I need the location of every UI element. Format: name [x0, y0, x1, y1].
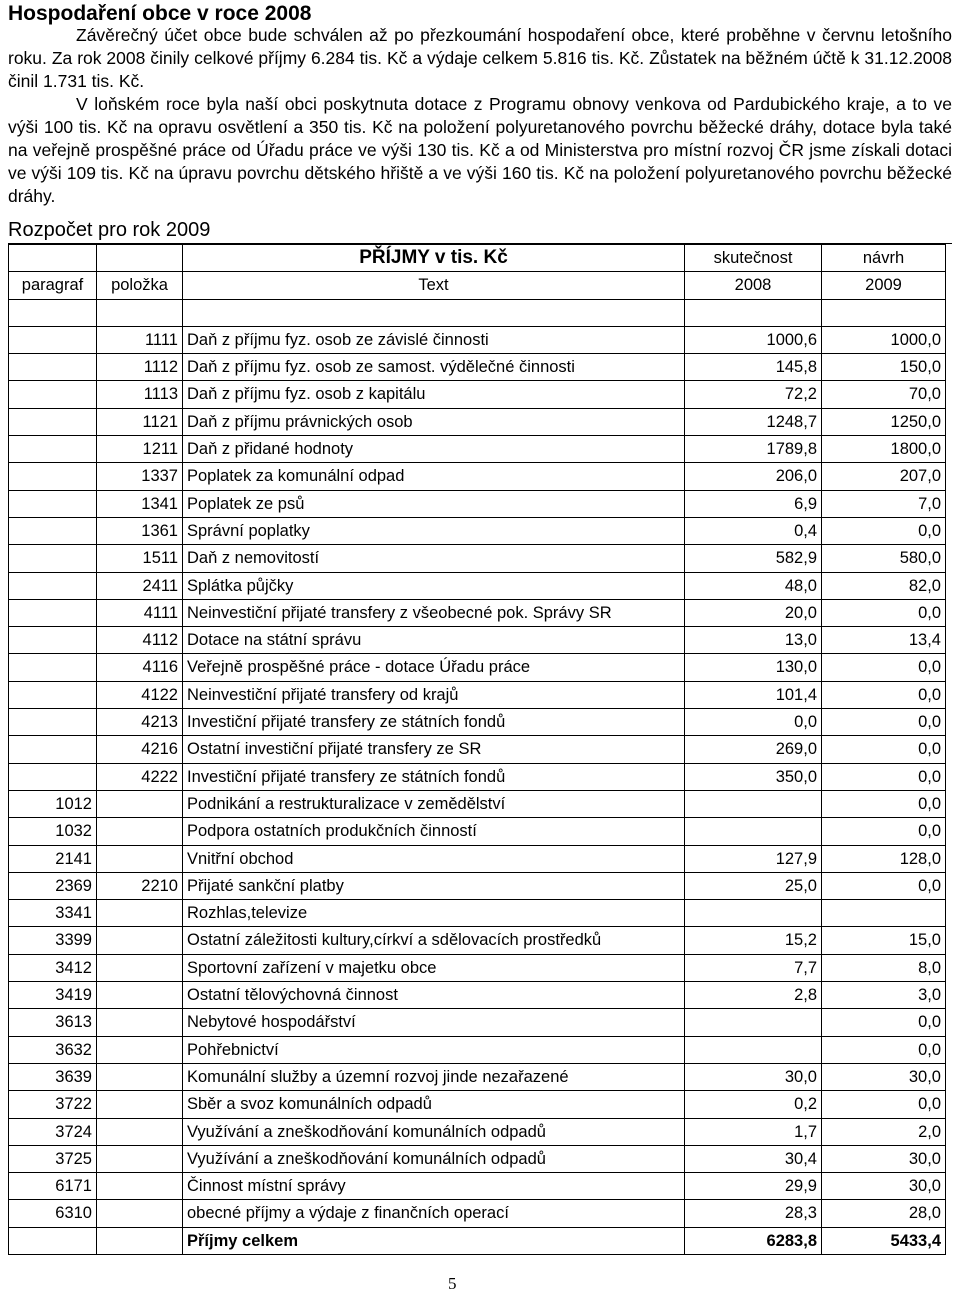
cell-polozka	[97, 1036, 183, 1063]
cell-paragraf: 3613	[9, 1009, 97, 1036]
cell-text: Investiční přijaté transfery ze státních fondů	[183, 709, 685, 736]
cell-polozka: 1121	[97, 408, 183, 435]
cell-skutecnost: 28,3	[685, 1200, 822, 1227]
cell-polozka	[97, 1145, 183, 1172]
table-row	[9, 872, 946, 899]
cell-skutecnost: 582,9	[685, 545, 822, 572]
header-year-2008: 2008	[685, 272, 822, 299]
table-row	[9, 545, 946, 572]
table-header-row-2	[9, 272, 946, 299]
cell-polozka	[97, 845, 183, 872]
cell-polozka	[97, 818, 183, 845]
cell-paragraf	[9, 599, 97, 626]
cell-skutecnost: 1789,8	[685, 436, 822, 463]
cell-paragraf	[9, 326, 97, 353]
cell-paragraf	[9, 408, 97, 435]
cell-polozka	[97, 900, 183, 927]
table-row	[9, 627, 946, 654]
cell-text: Sběr a svoz komunálních odpadů	[183, 1091, 685, 1118]
table-row	[9, 381, 946, 408]
cell-polozka: 4116	[97, 654, 183, 681]
cell-skutecnost: 130,0	[685, 654, 822, 681]
header-year-2009: 2009	[822, 272, 946, 299]
table-row	[9, 927, 946, 954]
total-navrh: 5433,4	[822, 1227, 946, 1254]
cell-paragraf: 3632	[9, 1036, 97, 1063]
header-empty-cell	[97, 245, 183, 272]
cell-paragraf	[9, 381, 97, 408]
cell-text: Veřejně prospěšné práce - dotace Úřadu práce	[183, 654, 685, 681]
total-skutecnost: 6283,8	[685, 1227, 822, 1254]
cell-navrh: 150,0	[822, 354, 946, 381]
cell-navrh: 30,0	[822, 1063, 946, 1090]
cell-text: Poplatek za komunální odpad	[183, 463, 685, 490]
cell-text: Ostatní investiční přijaté transfery ze SR	[183, 736, 685, 763]
header-text: Text	[183, 272, 685, 299]
cell-paragraf: 3724	[9, 1118, 97, 1145]
cell-skutecnost: 1248,7	[685, 408, 822, 435]
cell-polozka: 2210	[97, 872, 183, 899]
table-row	[9, 1200, 946, 1227]
table-row	[9, 681, 946, 708]
spacer-cell	[97, 299, 183, 326]
cell-skutecnost: 127,9	[685, 845, 822, 872]
cell-navrh: 0,0	[822, 790, 946, 817]
cell-text: Podnikání a restrukturalizace v zemědělství	[183, 790, 685, 817]
cell-text: Daň z příjmu fyz. osob z kapitálu	[183, 381, 685, 408]
table-row	[9, 572, 946, 599]
budget-table-body	[9, 245, 946, 1255]
cell-paragraf	[9, 572, 97, 599]
cell-polozka	[97, 790, 183, 817]
cell-skutecnost: 6,9	[685, 490, 822, 517]
cell-skutecnost: 72,2	[685, 381, 822, 408]
cell-skutecnost: 2,8	[685, 982, 822, 1009]
cell-paragraf: 3399	[9, 927, 97, 954]
cell-text: Podpora ostatních produkčních činností	[183, 818, 685, 845]
cell-polozka: 1111	[97, 326, 183, 353]
cell-polozka: 4122	[97, 681, 183, 708]
cell-text: Neinvestiční přijaté transfery z všeobecné pok. Správy SR	[183, 599, 685, 626]
table-row	[9, 1118, 946, 1145]
cell-text: Ostatní záležitosti kultury,církví a sdělovacích prostředků	[183, 927, 685, 954]
cell-text: Ostatní tělovýchovná činnost	[183, 982, 685, 1009]
header-empty-cell	[9, 245, 97, 272]
cell-navrh: 0,0	[822, 736, 946, 763]
cell-paragraf	[9, 709, 97, 736]
table-row	[9, 517, 946, 544]
table-row	[9, 1173, 946, 1200]
spacer-cell	[822, 299, 946, 326]
cell-skutecnost: 30,4	[685, 1145, 822, 1172]
cell-text: Daň z příjmu fyz. osob ze závislé činnosti	[183, 326, 685, 353]
cell-paragraf: 3722	[9, 1091, 97, 1118]
cell-text: Nebytové hospodářství	[183, 1009, 685, 1036]
cell-navrh	[822, 900, 946, 927]
table-row	[9, 436, 946, 463]
cell-polozka: 1341	[97, 490, 183, 517]
cell-navrh: 70,0	[822, 381, 946, 408]
paragraph-zaverecny-ucet: Závěrečný účet obce bude schválen až po přezkoumání hospodaření obce, které proběhne v červnu letošního roku. Za rok 2008 činily celkové příjmy 6.284 tis. Kč a výdaje celkem 5.816 tis. Kč. Zůstatek na běžném účtě k 31.12.2008 činil 1.731 tis. Kč.	[8, 25, 952, 91]
cell-skutecnost: 1,7	[685, 1118, 822, 1145]
cell-text: Sportovní zařízení v majetku obce	[183, 954, 685, 981]
cell-polozka: 4213	[97, 709, 183, 736]
cell-skutecnost: 0,4	[685, 517, 822, 544]
cell-paragraf	[9, 736, 97, 763]
table-header-row-1	[9, 245, 946, 272]
cell-paragraf	[9, 681, 97, 708]
cell-polozka	[97, 1091, 183, 1118]
cell-navrh: 128,0	[822, 845, 946, 872]
cell-polozka	[97, 927, 183, 954]
cell-paragraf	[9, 763, 97, 790]
cell-text: Činnost místní správy	[183, 1173, 685, 1200]
cell-polozka	[97, 1200, 183, 1227]
cell-text: Komunální služby a územní rozvoj jinde nezařazené	[183, 1063, 685, 1090]
cell-paragraf: 1032	[9, 818, 97, 845]
cell-paragraf: 1012	[9, 790, 97, 817]
cell-navrh: 7,0	[822, 490, 946, 517]
cell-navrh: 580,0	[822, 545, 946, 572]
cell-paragraf	[9, 627, 97, 654]
cell-text: Vnitřní obchod	[183, 845, 685, 872]
cell-navrh: 0,0	[822, 1009, 946, 1036]
cell-navrh: 0,0	[822, 872, 946, 899]
table-row	[9, 354, 946, 381]
cell-navrh: 0,0	[822, 709, 946, 736]
cell-navrh: 0,0	[822, 1036, 946, 1063]
table-caption: PŘÍJMY v tis. Kč	[183, 245, 685, 272]
table-row	[9, 654, 946, 681]
cell-navrh: 0,0	[822, 681, 946, 708]
cell-skutecnost: 30,0	[685, 1063, 822, 1090]
cell-navrh: 28,0	[822, 1200, 946, 1227]
cell-navrh: 1800,0	[822, 436, 946, 463]
table-row	[9, 736, 946, 763]
cell-polozka	[97, 1173, 183, 1200]
table-row	[9, 818, 946, 845]
cell-text: Rozhlas,televize	[183, 900, 685, 927]
cell-paragraf: 6310	[9, 1200, 97, 1227]
cell-text: Splátka půjčky	[183, 572, 685, 599]
section-title-hospodareni: Hospodaření obce v roce 2008	[8, 2, 312, 25]
cell-skutecnost: 48,0	[685, 572, 822, 599]
table-row	[9, 1009, 946, 1036]
cell-text: Neinvestiční přijaté transfery od krajů	[183, 681, 685, 708]
cell-skutecnost: 20,0	[685, 599, 822, 626]
cell-text: Investiční přijaté transfery ze státních fondů	[183, 763, 685, 790]
cell-polozka	[97, 982, 183, 1009]
cell-navrh: 3,0	[822, 982, 946, 1009]
table-row	[9, 408, 946, 435]
cell-paragraf	[9, 654, 97, 681]
total-label: Příjmy celkem	[183, 1227, 685, 1254]
page-number: 5	[448, 1274, 457, 1293]
cell-text: Správní poplatky	[183, 517, 685, 544]
section-title-rozpocet: Rozpočet pro rok 2009	[8, 219, 211, 241]
table-row	[9, 463, 946, 490]
cell-polozka: 1211	[97, 436, 183, 463]
cell-skutecnost: 15,2	[685, 927, 822, 954]
cell-paragraf: 3419	[9, 982, 97, 1009]
table-row	[9, 1145, 946, 1172]
table-row	[9, 763, 946, 790]
cell-navrh: 30,0	[822, 1173, 946, 1200]
cell-navrh: 0,0	[822, 818, 946, 845]
cell-polozka: 1361	[97, 517, 183, 544]
cell-skutecnost: 269,0	[685, 736, 822, 763]
cell-navrh: 0,0	[822, 654, 946, 681]
cell-skutecnost	[685, 900, 822, 927]
cell-polozka: 1337	[97, 463, 183, 490]
table-row	[9, 1036, 946, 1063]
cell-text: Dotace na státní správu	[183, 627, 685, 654]
cell-paragraf	[9, 463, 97, 490]
header-paragraf: paragraf	[9, 272, 97, 299]
cell-paragraf	[9, 490, 97, 517]
cell-text: Využívání a zneškodňování komunálních odpadů	[183, 1118, 685, 1145]
cell-skutecnost: 1000,6	[685, 326, 822, 353]
table-total-row	[9, 1227, 946, 1254]
cell-text: Daň z nemovitostí	[183, 545, 685, 572]
cell-polozka: 4216	[97, 736, 183, 763]
cell-paragraf	[9, 354, 97, 381]
cell-skutecnost: 7,7	[685, 954, 822, 981]
cell-skutecnost: 350,0	[685, 763, 822, 790]
cell-paragraf: 3341	[9, 900, 97, 927]
cell-navrh: 0,0	[822, 763, 946, 790]
cell-navrh: 0,0	[822, 517, 946, 544]
cell-paragraf: 3639	[9, 1063, 97, 1090]
cell-text: Daň z příjmu právnických osob	[183, 408, 685, 435]
budget-table	[8, 244, 946, 1255]
cell-navrh: 8,0	[822, 954, 946, 981]
cell-paragraf: 2141	[9, 845, 97, 872]
cell-polozka	[97, 1009, 183, 1036]
cell-paragraf: 3725	[9, 1145, 97, 1172]
cell-navrh: 1000,0	[822, 326, 946, 353]
header-polozka: položka	[97, 272, 183, 299]
cell-polozka: 1113	[97, 381, 183, 408]
cell-text: Poplatek ze psů	[183, 490, 685, 517]
cell-navrh: 1250,0	[822, 408, 946, 435]
cell-skutecnost: 145,8	[685, 354, 822, 381]
cell-paragraf: 6171	[9, 1173, 97, 1200]
cell-text: obecné příjmy a výdaje z finančních operací	[183, 1200, 685, 1227]
table-row	[9, 490, 946, 517]
spacer-cell	[685, 299, 822, 326]
cell-skutecnost: 29,9	[685, 1173, 822, 1200]
cell-skutecnost	[685, 1009, 822, 1036]
cell-text: Využívání a zneškodňování komunálních odpadů	[183, 1145, 685, 1172]
cell-navrh: 15,0	[822, 927, 946, 954]
cell-polozka	[97, 1063, 183, 1090]
cell-paragraf: 3412	[9, 954, 97, 981]
cell-polozka	[97, 1227, 183, 1254]
table-row	[9, 790, 946, 817]
cell-skutecnost: 25,0	[685, 872, 822, 899]
cell-skutecnost: 206,0	[685, 463, 822, 490]
cell-navrh: 0,0	[822, 599, 946, 626]
cell-text: Přijaté sankční platby	[183, 872, 685, 899]
paragraph-dotace: V loňském roce byla naší obci poskytnuta dotace z Programu obnovy venkova od Pardubického kraje, a to ve výši 100 tis. Kč na opravu osvětlení a 350 tis. Kč na položení polyuretanového povrchu běžecké dráhy, dotace byla také na veřejně prospěšné práce od Úřadu práce ve výši 130 tis. Kč a od Ministerstva pro místní rozvoj ČR jsme získali dotaci ve výši 109 tis. Kč na úpravu povrchu dětského hřiště a ve výši 160 tis. Kč na položení polyuretanového povrchu běžecké dráhy.	[8, 94, 952, 206]
table-row	[9, 709, 946, 736]
cell-skutecnost: 13,0	[685, 627, 822, 654]
cell-skutecnost	[685, 818, 822, 845]
cell-polozka	[97, 1118, 183, 1145]
cell-paragraf	[9, 1227, 97, 1254]
table-row	[9, 1091, 946, 1118]
table-row	[9, 599, 946, 626]
table-row	[9, 900, 946, 927]
cell-skutecnost: 101,4	[685, 681, 822, 708]
cell-paragraf: 2369	[9, 872, 97, 899]
cell-polozka: 1511	[97, 545, 183, 572]
cell-navrh: 0,0	[822, 1091, 946, 1118]
table-row	[9, 982, 946, 1009]
cell-polozka: 4222	[97, 763, 183, 790]
header-skutecnost: skutečnost	[685, 245, 822, 272]
cell-navrh: 30,0	[822, 1145, 946, 1172]
cell-polozka: 4111	[97, 599, 183, 626]
cell-text: Daň z příjmu fyz. osob ze samost. výdělečné činnosti	[183, 354, 685, 381]
cell-navrh: 207,0	[822, 463, 946, 490]
table-row	[9, 954, 946, 981]
cell-paragraf	[9, 517, 97, 544]
cell-navrh: 2,0	[822, 1118, 946, 1145]
table-row	[9, 845, 946, 872]
cell-polozka: 2411	[97, 572, 183, 599]
cell-skutecnost	[685, 790, 822, 817]
cell-paragraf	[9, 436, 97, 463]
cell-skutecnost: 0,0	[685, 709, 822, 736]
cell-polozka: 4112	[97, 627, 183, 654]
cell-text: Daň z přidané hodnoty	[183, 436, 685, 463]
spacer-cell	[183, 299, 685, 326]
cell-polozka	[97, 954, 183, 981]
cell-navrh: 82,0	[822, 572, 946, 599]
cell-paragraf	[9, 545, 97, 572]
cell-skutecnost: 0,2	[685, 1091, 822, 1118]
table-row	[9, 326, 946, 353]
cell-text: Pohřebnictví	[183, 1036, 685, 1063]
cell-skutecnost	[685, 1036, 822, 1063]
table-row	[9, 1063, 946, 1090]
header-navrh: návrh	[822, 245, 946, 272]
cell-navrh: 13,4	[822, 627, 946, 654]
spacer-cell	[9, 299, 97, 326]
cell-polozka: 1112	[97, 354, 183, 381]
table-spacer-row	[9, 299, 946, 326]
